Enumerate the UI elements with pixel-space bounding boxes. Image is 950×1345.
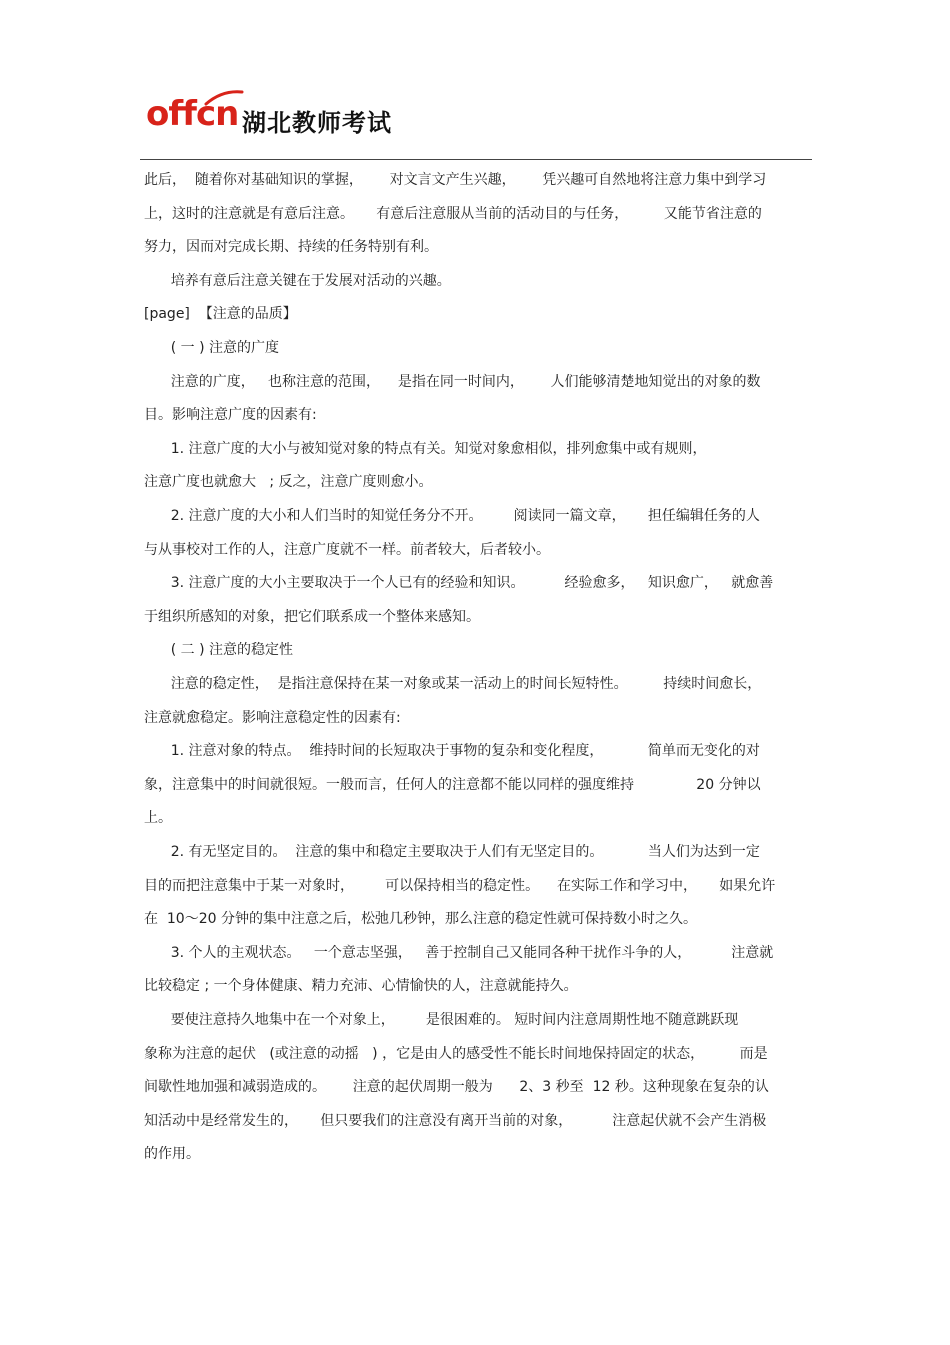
text-line: 2. 注意广度的大小和人们当时的知觉任务分不开。 阅读同一篇文章， 担任编辑任务的人 — [144, 508, 760, 524]
text-line: 象称为注意的起伏 (或注意的动摇 ) ，它是由人的感受性不能长时间地保持固定的状态， 而是 — [144, 1046, 768, 1062]
text-line: 注意就愈稳定。影响注意稳定性的因素有: — [144, 710, 401, 726]
logo-latin-text: offcn — [146, 94, 239, 134]
text-line: 3. 注意广度的大小主要取决于一个人已有的经验和知识。 经验愈多， 知识愈广， 就愈善 — [144, 575, 774, 591]
text-line: 的作用。 — [144, 1146, 200, 1162]
text-line: 1. 注意对象的特点。 维持时间的长短取决于事物的复杂和变化程度， 简单而无变化的对 — [144, 743, 760, 759]
header-divider — [140, 159, 812, 160]
text-line: 间歇性地加强和减弱造成的。 注意的起伏周期一般为 2、3 秒至 12 秒。这种现象在复杂的认 — [144, 1079, 769, 1095]
text-line: 注意广度也就愈大 ; 反之，注意广度则愈小。 — [144, 474, 433, 490]
text-line: 在 10～20 分钟的集中注意之后，松弛几秒钟，那么注意的稳定性就可保持数小时之久。 — [144, 911, 697, 927]
text-line: 上。 — [144, 810, 172, 826]
text-line: 2. 有无坚定目的。 注意的集中和稳定主要取决于人们有无坚定目的。 当人们为达到一定 — [144, 844, 760, 860]
text-line: 目。影响注意广度的因素有: — [144, 407, 317, 423]
text-line: 要使注意持久地集中在一个对象上， 是很困难的。 短时间内注意周期性地不随意跳跃现 — [144, 1012, 739, 1028]
logo-swoosh-icon — [204, 88, 244, 108]
text-line: 1. 注意广度的大小与被知觉对象的特点有关。知觉对象愈相似，排列愈集中或有规则， — [144, 441, 707, 457]
text-line: 此后， 随着你对基础知识的掌握， 对文言文产生兴趣， 凭兴趣可自然地将注意力集中到学习 — [144, 172, 767, 188]
text-line: [page] 【注意的品质】 — [144, 306, 297, 322]
text-line: 与从事校对工作的人，注意广度就不一样。前者较大，后者较小。 — [144, 542, 550, 558]
text-line: 上，这时的注意就是有意后注意。 有意后注意服从当前的活动目的与任务， 又能节省注意的 — [144, 206, 762, 222]
offcn-logo — [146, 88, 446, 138]
text-line: 培养有意后注意关键在于发展对活动的兴趣。 — [144, 273, 451, 289]
text-line: 注意的广度， 也称注意的范围， 是指在同一时间内， 人们能够清楚地知觉出的对象的数 — [144, 374, 761, 390]
text-line: 努力，因而对完成长期、持续的任务特别有利。 — [144, 239, 438, 255]
text-line: 于组织所感知的对象，把它们联系成一个整体来感知。 — [144, 609, 480, 625]
text-line: 注意的稳定性， 是指注意保持在某一对象或某一活动上的时间长短特性。 持续时间愈长， — [144, 676, 762, 692]
text-line: 知活动中是经常发生的， 但只要我们的注意没有离开当前的对象， 注意起伏就不会产生消极 — [144, 1113, 767, 1129]
logo-chinese-text: 湖北教师考试 — [242, 109, 392, 137]
text-line: ( 一 ) 注意的广度 — [144, 340, 279, 356]
text-line: 比较稳定 ; 一个身体健康、精力充沛、心情愉快的人，注意就能持久。 — [144, 978, 578, 994]
text-line: 3. 个人的主观状态。 一个意志坚强， 善于控制自己又能同各种干扰作斗争的人， 注意就 — [144, 945, 774, 961]
text-line: 象，注意集中的时间就很短。一般而言，任何人的注意都不能以同样的强度维持 20 分钟以 — [144, 777, 761, 793]
text-line: 目的而把注意集中于某一对象时， 可以保持相当的稳定性。 在实际工作和学习中， 如果允许 — [144, 878, 776, 894]
text-line: ( 二 ) 注意的稳定性 — [144, 642, 293, 658]
